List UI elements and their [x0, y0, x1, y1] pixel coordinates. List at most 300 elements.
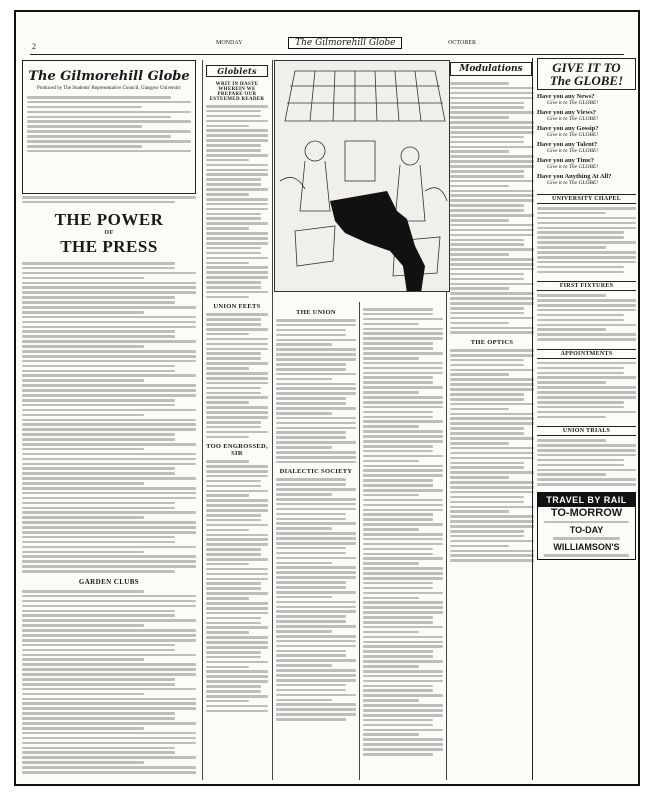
text-line: [450, 393, 524, 396]
text-line: [363, 680, 443, 683]
text-line: [276, 708, 356, 711]
text-line: [276, 625, 356, 628]
text-line: [206, 641, 268, 644]
text-line: [363, 386, 443, 389]
text-line: [450, 413, 534, 416]
text-line: [537, 261, 636, 264]
text-line: [276, 581, 346, 584]
text-line: [450, 515, 534, 518]
text-line: [537, 449, 636, 452]
text-line: [22, 419, 196, 422]
text-line: [22, 335, 175, 338]
text-line: [206, 548, 261, 551]
rail-advert: [537, 492, 636, 560]
text-line: [450, 554, 534, 557]
text-line: [363, 381, 433, 384]
appointments-heading: APPOINTMENTS: [537, 349, 636, 359]
text-line: [22, 546, 196, 549]
qa-question: Have you any Views?: [537, 109, 597, 116]
text-line: [206, 597, 249, 600]
text-line: [363, 347, 433, 350]
text-line: [206, 328, 268, 331]
text-line: [537, 299, 636, 302]
qa-answer: Give it to The GLOBE!: [547, 180, 599, 186]
text-line: [22, 458, 196, 461]
text-line: [22, 438, 175, 441]
text-line: [450, 175, 524, 178]
text-line: [206, 377, 268, 380]
text-line: [206, 592, 268, 595]
text-line: [206, 607, 268, 610]
text-line: [22, 526, 196, 529]
text-line: [363, 504, 443, 507]
text-line: [450, 243, 524, 246]
text-line: [363, 557, 443, 560]
text-line: [22, 267, 175, 270]
text-line: [363, 518, 433, 521]
text-line: [22, 683, 175, 686]
text-line: [276, 483, 346, 486]
text-line: [206, 144, 261, 147]
text-line: [276, 591, 356, 594]
text-line: [206, 392, 261, 395]
text-line: [206, 178, 261, 181]
modulations-heading: Modulations: [450, 62, 532, 76]
text-line: [22, 634, 196, 637]
text-line: [537, 444, 636, 447]
text-line: [537, 256, 636, 259]
text-line: [22, 747, 175, 750]
text-line: [22, 702, 196, 705]
text-line: [363, 572, 443, 575]
text-line: [22, 600, 196, 603]
text-line: [363, 601, 443, 604]
text-line: [450, 388, 534, 391]
text-line: [22, 722, 196, 725]
text-line: [206, 499, 268, 502]
text-line: [537, 294, 606, 297]
text-line: [450, 476, 509, 479]
text-line: [363, 616, 433, 619]
text-line: [363, 323, 419, 326]
text-line: [450, 545, 509, 548]
text-line: [450, 491, 534, 494]
text-line: [537, 386, 636, 389]
text-line: [363, 401, 443, 404]
text-line: [22, 428, 196, 431]
text-line: [206, 558, 268, 561]
text-line: [363, 406, 443, 409]
text-line: [276, 664, 332, 667]
text-line: [22, 605, 196, 608]
text-line: [450, 131, 534, 134]
text-line: [537, 324, 636, 327]
text-line: [22, 296, 175, 299]
lead-title-line1: THE POWER: [54, 210, 164, 229]
text-line: [450, 219, 509, 222]
text-line: [22, 409, 196, 412]
text-line: [206, 382, 268, 385]
page-number: 2: [32, 42, 36, 51]
text-line: [206, 666, 249, 669]
text-line: [537, 231, 624, 234]
text-line: [276, 674, 356, 677]
column-continued: [363, 308, 443, 758]
text-line: [363, 455, 443, 458]
text-line: [450, 116, 509, 119]
text-line: [276, 431, 346, 434]
text-line: [363, 318, 443, 321]
text-line: [206, 670, 268, 673]
text-line: [206, 465, 268, 468]
text-line: [363, 523, 443, 526]
text-line: [537, 309, 636, 312]
text-line: [276, 319, 356, 322]
rail-banner: TRAVEL BY RAIL: [538, 493, 635, 507]
text-line: [276, 576, 356, 579]
text-line: [22, 301, 175, 304]
text-line: [363, 699, 419, 702]
text-line: [363, 445, 433, 448]
text-line: [537, 266, 624, 269]
globlets-subhead: WRIT IN HASTE WHEREIN WE PREPARE OUR ESTEEMED READER: [209, 82, 265, 102]
text-line: [22, 639, 196, 642]
text-line: [206, 281, 261, 284]
text-line: [276, 488, 356, 491]
text-line: [206, 164, 268, 167]
text-line: [22, 761, 144, 764]
text-line: [450, 253, 509, 256]
text-line: [450, 486, 534, 489]
text-line: [363, 396, 443, 399]
text-line: [206, 120, 268, 123]
text-line: [206, 169, 268, 172]
text-line: [450, 87, 534, 90]
text-line: [206, 534, 268, 537]
text-line: [363, 675, 443, 678]
text-line: [363, 474, 443, 477]
text-line: [276, 699, 332, 702]
text-line: [537, 271, 624, 274]
text-line: [22, 262, 175, 265]
qa-answer: Give it to The GLOBE!: [547, 148, 599, 154]
text-line: [206, 460, 249, 463]
text-line: [22, 516, 144, 519]
text-line: [22, 751, 175, 754]
text-line: [22, 326, 196, 329]
text-line: [22, 727, 144, 730]
text-line: [450, 354, 534, 357]
text-line: [22, 374, 196, 377]
text-line: [363, 714, 443, 717]
text-line: [206, 193, 249, 196]
text-line: [363, 494, 419, 497]
the-union-heading: THE UNION: [296, 309, 336, 316]
text-line: [363, 719, 433, 722]
text-line: [450, 520, 534, 523]
text-line: [276, 392, 356, 395]
text-line: [206, 553, 261, 556]
fixtures-heading: FIRST FIXTURES: [537, 281, 636, 291]
text-line: [450, 364, 524, 367]
text-line: [276, 635, 356, 638]
text-line: [276, 645, 356, 648]
text-line: [22, 712, 175, 715]
text-line: [206, 685, 261, 688]
text-line: [206, 695, 268, 698]
text-line: [363, 489, 443, 492]
text-line: [276, 527, 332, 530]
text-line: [22, 492, 196, 495]
text-line: [450, 331, 534, 334]
text-line: [363, 592, 443, 595]
text-line: [206, 416, 268, 419]
text-line: [537, 459, 624, 462]
text-line: [276, 387, 356, 390]
text-line: [450, 258, 534, 261]
text-line: [206, 217, 261, 220]
text-line: [363, 420, 443, 423]
text-line: [450, 317, 534, 320]
text-line: [537, 251, 636, 254]
text-line: [450, 427, 524, 430]
text-line: [276, 610, 356, 613]
masthead-subtitle: Produced by The Students' Representative Council, Glasgow University: [36, 86, 182, 91]
text-line: [537, 372, 624, 375]
text-line: [22, 678, 175, 681]
text-line: [22, 629, 196, 632]
text-line: [537, 396, 636, 399]
text-line: [450, 263, 534, 266]
text-line: [206, 543, 268, 546]
text-line: [206, 213, 261, 216]
text-line: [450, 287, 509, 290]
text-line: [363, 533, 443, 536]
text-line: [22, 507, 175, 510]
text-line: [22, 624, 144, 627]
text-line: [22, 502, 175, 505]
text-line: [450, 327, 534, 330]
text-line: [206, 271, 268, 274]
text-line: [537, 483, 636, 486]
qa-question: Have you any Gossip?: [537, 125, 599, 132]
text-line: [22, 614, 175, 617]
text-line: [276, 358, 356, 361]
text-line: [206, 183, 261, 186]
text-line: [22, 673, 196, 676]
text-line: [22, 311, 144, 314]
text-line: [450, 312, 524, 315]
text-line: [537, 454, 636, 457]
text-line: [450, 398, 524, 401]
text-line: [363, 328, 443, 331]
text-line: [450, 92, 534, 95]
text-line: [22, 433, 175, 436]
text-line: [22, 654, 196, 657]
dialectic-heading: DIALECTIC SOCIETY: [279, 468, 353, 476]
text-line: [22, 521, 196, 524]
text-line: [206, 276, 268, 279]
text-line: [22, 389, 196, 392]
give-line1: GIVE IT TO: [552, 60, 621, 75]
text-line: [22, 306, 196, 309]
text-line: [363, 372, 443, 375]
text-line: [276, 669, 356, 672]
text-line: [206, 362, 268, 365]
chapel-heading: UNIVERSITY CHAPEL: [537, 194, 636, 204]
text-line: [537, 464, 624, 467]
text-line: [450, 457, 534, 460]
text-line: [206, 129, 268, 132]
text-line: [22, 467, 175, 470]
text-line: [206, 242, 268, 245]
masthead-notes: [22, 196, 196, 206]
text-line: [206, 266, 268, 269]
text-line: [206, 705, 268, 708]
text-line: [276, 679, 356, 682]
text-line: [22, 658, 144, 661]
text-line: [450, 432, 524, 435]
text-line: [450, 359, 524, 362]
text-line: [206, 348, 268, 351]
text-line: [22, 472, 175, 475]
text-line: [363, 499, 443, 502]
text-line: [22, 497, 196, 500]
text-line: [450, 297, 534, 300]
text-line: [450, 239, 524, 242]
text-line: [450, 383, 534, 386]
union-feets-heading: UNION FEETS: [213, 303, 261, 311]
text-line: [276, 407, 356, 410]
text-line: [276, 684, 346, 687]
text-line: [363, 425, 419, 428]
text-line: [363, 562, 419, 565]
text-line: [276, 451, 356, 454]
text-line: [450, 302, 534, 305]
text-line: [206, 514, 261, 517]
text-line: [450, 550, 534, 553]
text-line: [206, 387, 261, 390]
too-engrossed-heading: TOO ENGROSSED, SIR: [206, 443, 268, 458]
text-line: [537, 391, 636, 394]
text-line: [276, 422, 356, 425]
text-line: [206, 661, 268, 664]
text-line: [22, 272, 196, 275]
text-line: [206, 690, 261, 693]
text-line: [22, 565, 196, 568]
text-line: [206, 406, 268, 409]
text-line: [206, 470, 268, 473]
text-line: [276, 412, 332, 415]
text-line: [537, 362, 636, 365]
text-line: [22, 595, 196, 598]
text-line: [276, 601, 356, 604]
text-line: [206, 563, 249, 566]
text-line: [22, 619, 196, 622]
text-line: [22, 698, 196, 701]
top-rule: [30, 54, 624, 55]
text-line: [22, 453, 196, 456]
text-line: [276, 334, 346, 337]
text-line: [22, 756, 196, 759]
text-line: [22, 448, 144, 451]
text-line: [276, 522, 356, 525]
text-line: [276, 383, 356, 386]
text-line: [450, 292, 534, 295]
qa-question: Have you any Time?: [537, 157, 595, 164]
text-line: [450, 209, 524, 212]
text-line: [206, 480, 261, 483]
qa-list: [537, 93, 636, 186]
text-line: [537, 381, 606, 384]
text-line: [22, 282, 196, 285]
column-modulations: [450, 82, 534, 564]
qa-answer: Give it to The GLOBE!: [547, 100, 599, 106]
text-line: [22, 379, 144, 382]
text-line: [276, 339, 356, 342]
text-line: [22, 732, 196, 735]
text-line: [363, 411, 433, 414]
text-line: [276, 427, 356, 430]
union-trials-heading: UNION TRIALS: [537, 426, 636, 436]
text-line: [450, 248, 534, 251]
text-line: [276, 615, 346, 618]
text-line: [363, 308, 433, 311]
text-line: [276, 542, 356, 545]
text-line: [450, 466, 524, 469]
text-line: [363, 484, 433, 487]
text-line: [276, 547, 346, 550]
lead-title-line2: THE PRESS: [60, 237, 158, 256]
text-line: [206, 700, 249, 703]
text-line: [22, 551, 144, 554]
text-line: [206, 318, 261, 321]
text-line: [276, 402, 346, 405]
text-line: [450, 369, 534, 372]
text-line: [22, 693, 144, 696]
text-line: [537, 328, 606, 331]
text-line: [206, 134, 268, 137]
rail-company: WILLIAMSON'S: [553, 541, 620, 552]
text-line: [537, 319, 624, 322]
text-line: [450, 442, 509, 445]
text-line: [22, 668, 196, 671]
text-line: [276, 703, 356, 706]
text-line: [450, 540, 534, 543]
text-line: [450, 146, 534, 149]
text-line: [363, 416, 433, 419]
text-line: [22, 340, 196, 343]
text-line: [276, 513, 346, 516]
text-line: [206, 286, 261, 289]
text-line: [363, 553, 433, 556]
globlets-heading: Globlets: [206, 65, 268, 77]
text-line: [22, 277, 144, 280]
text-line: [206, 173, 268, 176]
text-line: [22, 404, 175, 407]
text-line: [363, 357, 419, 360]
text-line: [22, 345, 144, 348]
text-line: [450, 190, 534, 193]
garden-clubs-body: [22, 590, 196, 776]
text-line: [206, 675, 268, 678]
text-line: [22, 663, 196, 666]
masthead-box: [22, 60, 196, 194]
text-line: [537, 469, 636, 472]
text-line: [206, 578, 268, 581]
sidebar-right: [532, 58, 636, 780]
text-line: [363, 694, 443, 697]
